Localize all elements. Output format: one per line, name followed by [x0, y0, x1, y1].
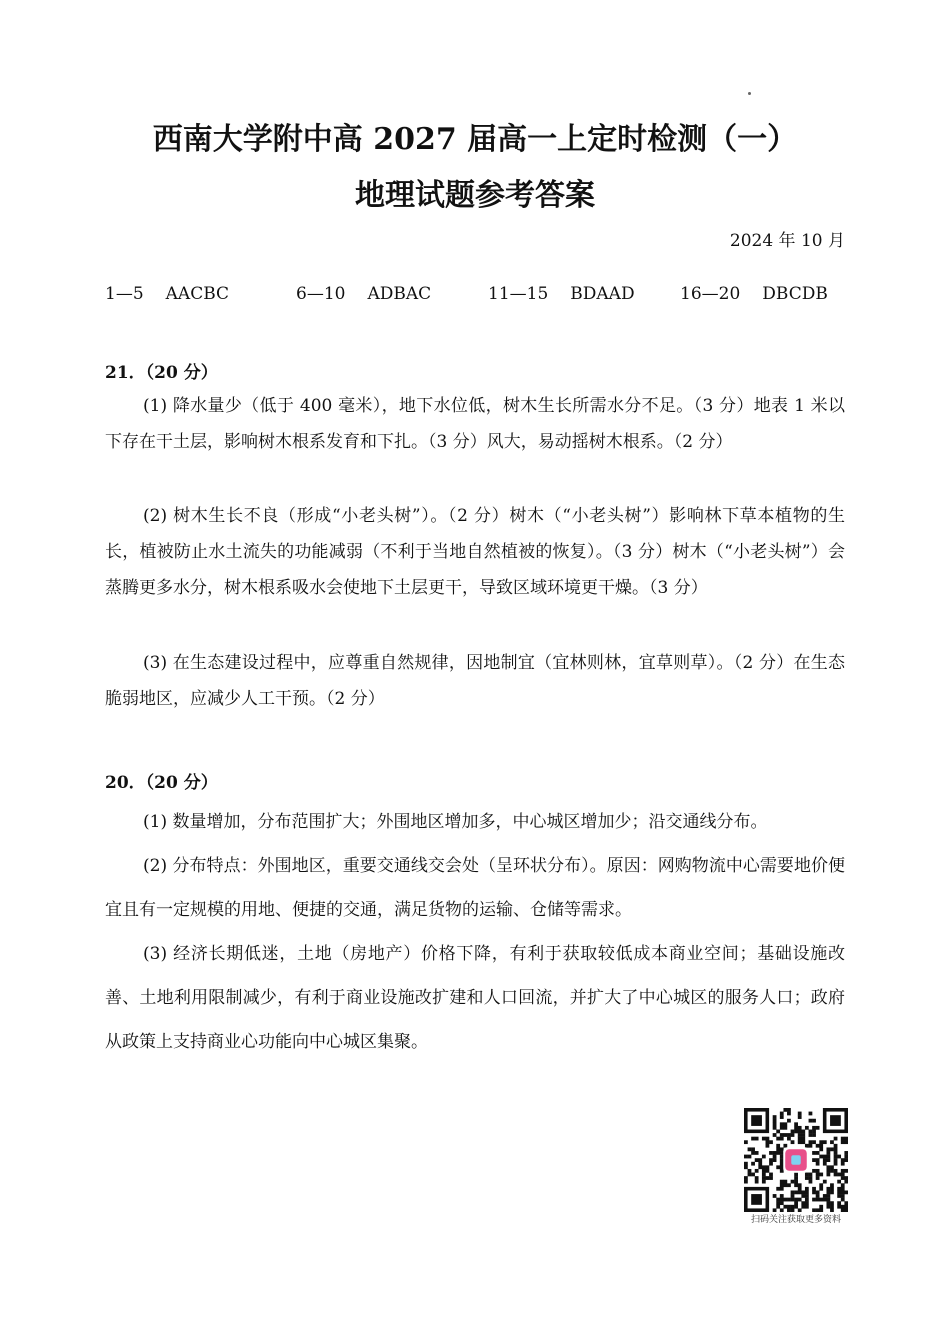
question-20-part-3: (3) 经济长期低迷，土地（房地产）价格下降，有利于获取较低成本商业空间；基础设施改善、土地利用限制减少，有利于商业设施改扩建和人口回流，并扩大了中心城区的服务人口；政府从政策上支持商业心功能向中心城区集聚。 [105, 944, 845, 1052]
question-20-part-1: (1) 数量增加，分布范围扩大；外围地区增加多，中心城区增加少；沿交通线分布。 [143, 812, 768, 832]
mc-group-1 [105, 284, 229, 304]
question-21-part-1: (1) 降水量少（低于 400 毫米），地下水位低，树木生长所需水分不足。（3 分）地表 1 米以下存在干土层，影响树木根系发育和下扎。（3 分）风大，易动摇树木根系。（2 分） [105, 396, 845, 452]
mc-group-3 [488, 284, 635, 304]
mc-group-2 [296, 284, 431, 304]
question-21-part-2: (2) 树木生长不良（形成“小老头树”）。（2 分）树木（“小老头树”）影响林下草本植物的生长，植被防止水土流失的功能减弱（不利于当地自然植被的恢复）。（3 分）树木（“小老头树”）会蒸腾更多水分，树木根系吸水会使地下土层更干，导致区域环境更干燥。（3 分） [105, 506, 845, 598]
qr-caption: 扫码关注获取更多资料 [750, 1215, 841, 1225]
mc-group-4 [680, 284, 828, 304]
exam-date: 2024 年 10 月 [729, 231, 845, 251]
mc-range: 6—10 [296, 284, 346, 304]
page-subtitle: 地理试题参考答案 [355, 178, 595, 213]
mc-range: 1—5 [105, 284, 144, 304]
question-21-part-3: (3) 在生态建设过程中，应尊重自然规律，因地制宜（宜林则林，宜草则草）。（2 分）在生态脆弱地区，应减少人工干预。（2 分） [105, 653, 845, 709]
question-20-heading: 20．（20 分） [105, 773, 218, 793]
decorative-dot [748, 92, 751, 95]
mc-answers: ADBAC [367, 284, 432, 304]
mc-answers: AACBC [165, 284, 230, 304]
question-20-part-2: (2) 分布特点：外围地区，重要交通线交会处（呈环状分布）。原因：网购物流中心需要地价便宜且有一定规模的用地、便捷的交通，满足货物的运输、仓储等需求。 [105, 856, 845, 920]
page-title: 西南大学附中高 2027 届高一上定时检测（一） [152, 122, 798, 157]
mc-range: 16—20 [680, 284, 741, 304]
mc-range: 11—15 [488, 284, 549, 304]
question-21-heading: 21．（20 分） [105, 363, 218, 383]
mc-answers: BDAAD [570, 284, 635, 304]
mc-answers: DBCDB [762, 284, 828, 304]
qr-code-icon [744, 1108, 848, 1212]
qr-code[interactable] [744, 1108, 848, 1212]
